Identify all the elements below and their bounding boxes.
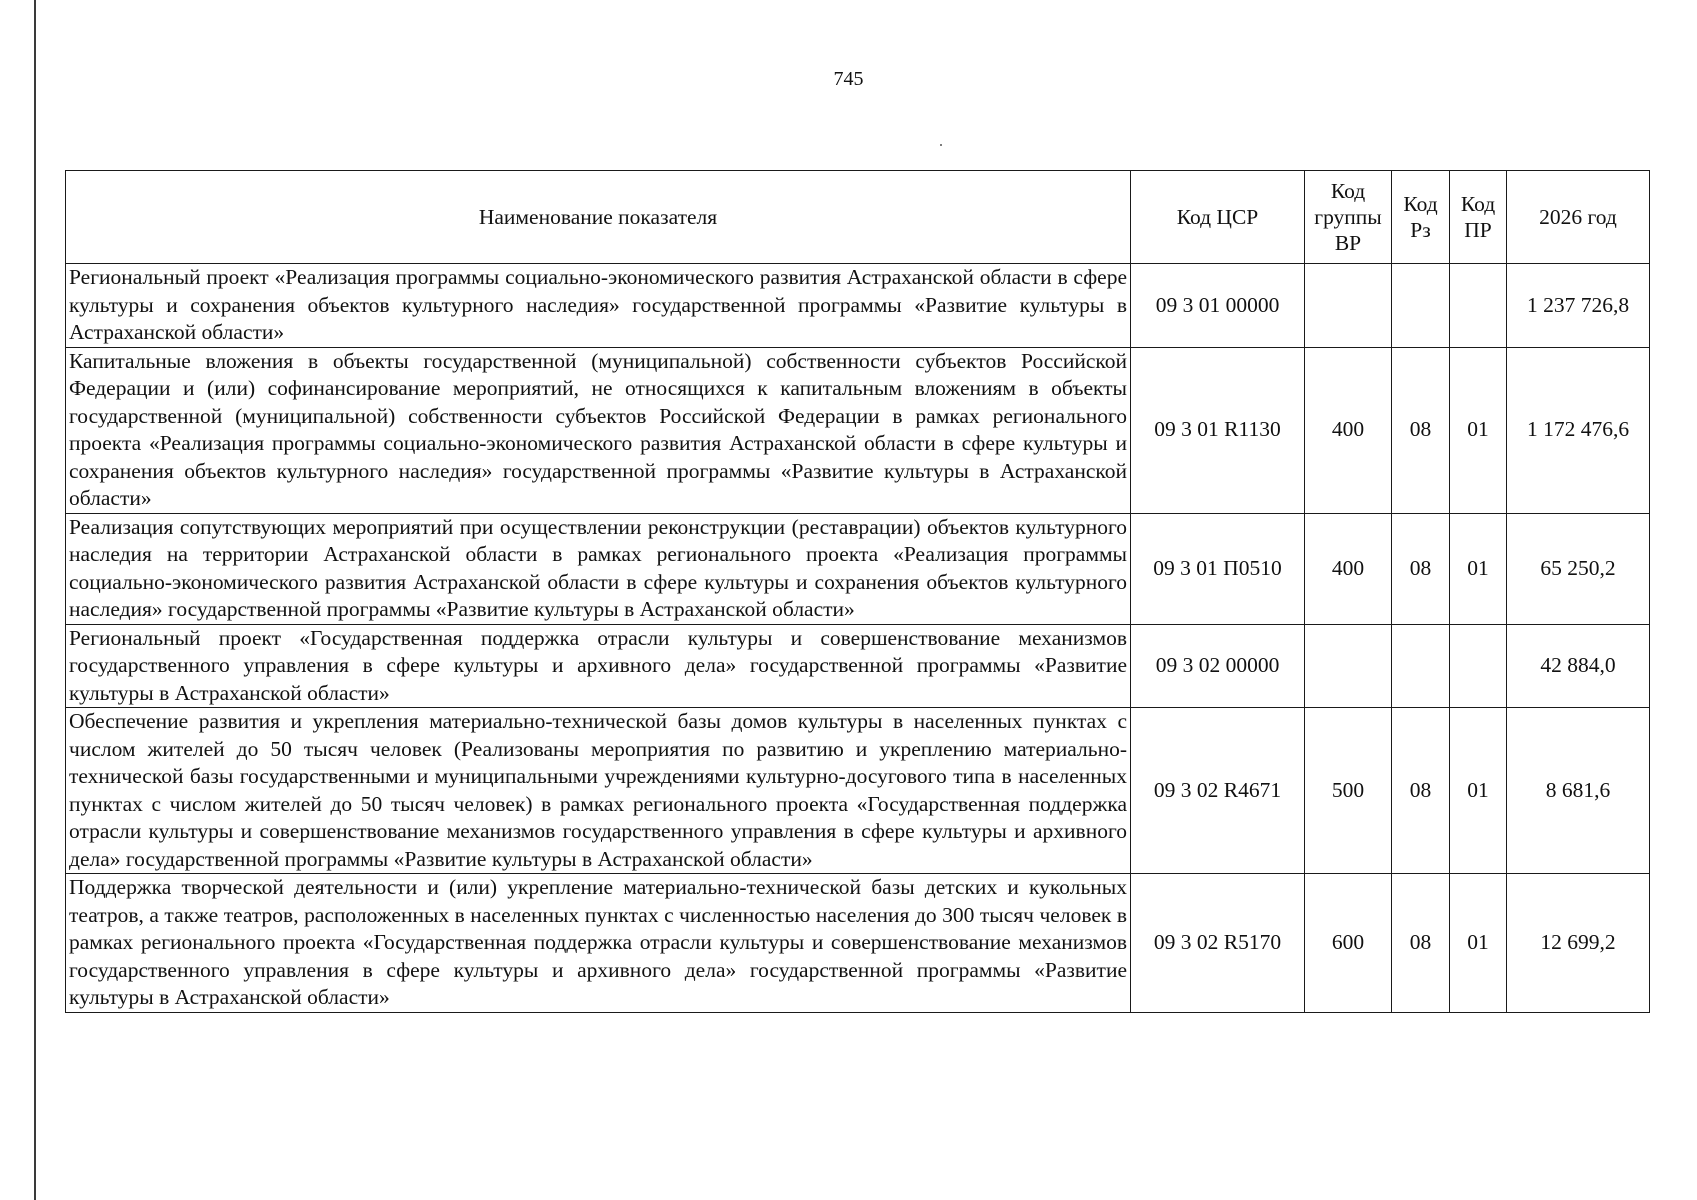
row-pr	[1450, 264, 1507, 348]
header-rz: Код Рз	[1392, 171, 1450, 264]
row-name: Региональный проект «Реализация программы социально-экономического развития Астраханской области в сфере культуры и сохранения объектов культурного наследия» государственной программы «Развитие культуры в Астраханской области»	[66, 264, 1131, 348]
row-name: Реализация сопутствующих мероприятий при осуществлении реконструкции (реставрации) объектов культурного наследия на территории Астраханской области в рамках регионального проекта «Реализация программы социально-экономического развития Астраханской области в сфере культуры и сохранения объектов культурного наследия» государственной программы «Развитие культуры в Астраханской области»	[66, 513, 1131, 624]
row-amount: 65 250,2	[1507, 513, 1650, 624]
row-amount: 1 237 726,8	[1507, 264, 1650, 348]
row-csr-code: 09 3 02 R5170	[1131, 874, 1305, 1013]
row-name: Капитальные вложения в объекты государственной (муниципальной) собственности субъектов Российской Федерации и (или) софинансирование мероприятий, не относящихся к капитальным вложениям в объекты государственной (муниципальной) собственности субъектов Российской Федерации в рамках регионального проекта «Реализация программы социально-экономического развития Астраханской области в сфере культуры и сохранения объектов культурного наследия» государственной программы «Развитие культуры в Астраханской области»	[66, 347, 1131, 513]
row-amount: 1 172 476,6	[1507, 347, 1650, 513]
table-row	[66, 624, 1650, 708]
row-pr	[1450, 624, 1507, 708]
row-vr: 400	[1305, 513, 1392, 624]
page-number: 745	[833, 68, 864, 90]
row-rz: 08	[1392, 708, 1450, 874]
row-pr: 01	[1450, 874, 1507, 1013]
row-vr	[1305, 264, 1392, 348]
row-amount: 42 884,0	[1507, 624, 1650, 708]
row-csr-code: 09 3 02 R4671	[1131, 708, 1305, 874]
row-name: Обеспечение развития и укрепления материально-технической базы домов культуры в населенных пунктах с числом жителей до 50 тысяч человек (Реализованы мероприятия по развитию и укреплению материально-технической базы государственными и муниципальными учреждениями культурно-досугового типа в населенных пунктах с числом жителей до 50 тысяч человек) в рамках регионального проекта «Государственная поддержка отрасли культуры и совершенствование механизмов государственного управления в сфере культуры и архивного дела» государственной программы «Развитие культуры в Астраханской области»	[66, 708, 1131, 874]
row-amount: 8 681,6	[1507, 708, 1650, 874]
header-row	[66, 171, 1650, 264]
row-csr-code: 09 3 01 R1130	[1131, 347, 1305, 513]
row-csr-code: 09 3 01 00000	[1131, 264, 1305, 348]
row-vr: 500	[1305, 708, 1392, 874]
row-rz: 08	[1392, 347, 1450, 513]
row-vr: 400	[1305, 347, 1392, 513]
row-name: Поддержка творческой деятельности и (или) укрепление материально-технической базы детских и кукольных театров, а также театров, расположенных в населенных пунктах с численностью населения до 300 тысяч человек в рамках регионального проекта «Государственная поддержка отрасли культуры и совершенствование механизмов государственного управления в сфере культуры и архивного дела» государственной программы «Развитие культуры в Астраханской области»	[66, 874, 1131, 1013]
table-row	[66, 708, 1650, 874]
row-pr: 01	[1450, 347, 1507, 513]
header-vr-group: Код группы ВР	[1305, 171, 1392, 264]
row-vr	[1305, 624, 1392, 708]
row-rz: 08	[1392, 874, 1450, 1013]
header-csr-code: Код ЦСР	[1131, 171, 1305, 264]
row-amount: 12 699,2	[1507, 874, 1650, 1013]
table-row	[66, 347, 1650, 513]
table-row	[66, 874, 1650, 1013]
row-rz	[1392, 624, 1450, 708]
row-name: Региональный проект «Государственная поддержка отрасли культуры и совершенствование механизмов государственного управления в сфере культуры и архивного дела» государственной программы «Развитие культуры в Астраханской области»	[66, 624, 1131, 708]
row-rz: 08	[1392, 513, 1450, 624]
table-row	[66, 264, 1650, 348]
binding-line	[34, 0, 36, 1200]
header-pr: Код ПР	[1450, 171, 1507, 264]
row-csr-code: 09 3 01 П0510	[1131, 513, 1305, 624]
budget-table	[65, 170, 1650, 1013]
header-name: Наименование показателя	[66, 171, 1131, 264]
row-rz	[1392, 264, 1450, 348]
row-pr: 01	[1450, 513, 1507, 624]
row-csr-code: 09 3 02 00000	[1131, 624, 1305, 708]
table-row	[66, 513, 1650, 624]
header-year: 2026 год	[1507, 171, 1650, 264]
row-vr: 600	[1305, 874, 1392, 1013]
scan-speck	[940, 144, 942, 146]
row-pr: 01	[1450, 708, 1507, 874]
